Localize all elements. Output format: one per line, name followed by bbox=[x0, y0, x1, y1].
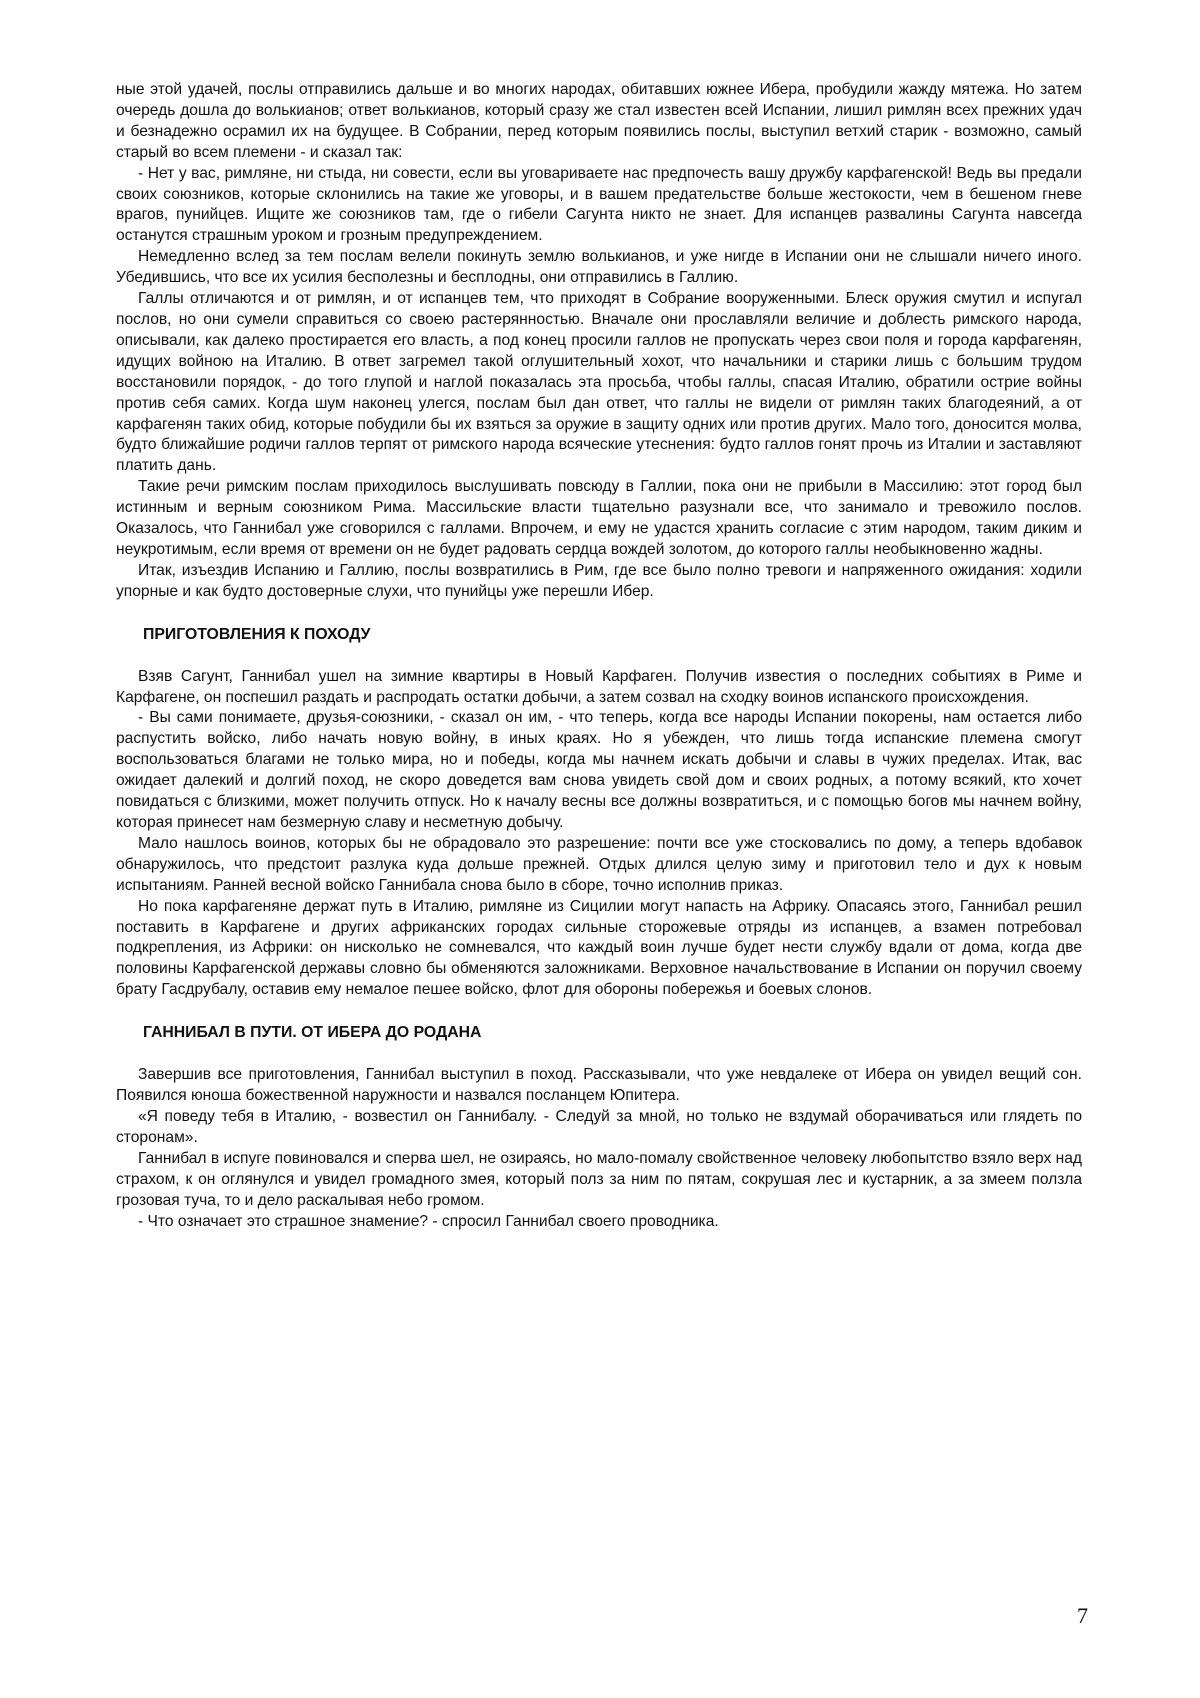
paragraph: Завершив все приготовления, Ганнибал выступил в поход. Рассказывали, что уже невдалеке от Ибера он увидел вещий сон. Появился юноша божественной наружности и назвался посланцем Юпитера. bbox=[116, 1066, 1082, 1105]
section-heading: ГАННИБАЛ В ПУТИ. ОТ ИБЕРА ДО РОДАНА bbox=[143, 1024, 482, 1042]
paragraph: Немедленно вслед за тем послам велели покинуть землю волькианов, и уже нигде в Испании они не слышали ничего иного. Убедившись, что все их усилия бесполезны и бесплодны, они отправились в Галлию. bbox=[116, 248, 1082, 287]
paragraph: - Нет у вас, римляне, ни стыда, ни совести, если вы уговариваете нас предпочесть вашу дружбу карфагенской! Ведь вы предали своих союзников, которые склонились на такие же уговоры, и в вашем предательстве больше жестокости, чем в бешеном гневе врагов, пунийцев. Ищите же союзников там, где о гибели Сагунта никто не знает. Для испанцев развалины Сагунта навсегда останутся страшным уроком и грозным предупреждением. bbox=[116, 164, 1082, 245]
paragraph: - Вы сами понимаете, друзья-союзники, - сказал он им, - что теперь, когда все народы Испании покорены, нам остается либо распустить войско, либо начать новую войну, в иных краях. Но я убежден, что лишь тогда испанские племена смогут воспользоваться благами не только мира, но и победы, когда мы начнем искать добычи и славы в чужих пределах. Итак, вас ожидает далекий и долгий поход, не скоро доведется вам снова увидеть свой дом и своих родных, а потому всякий, кто хочет повидаться с близкими, может получить отпуск. Но к началу весны все должны возвратиться, и с помощью богов мы начнем войну, которая принесет нам безмерную славу и несметную добычу. bbox=[116, 709, 1082, 831]
page-content bbox=[116, 80, 1082, 1232]
paragraph: «Я поведу тебя в Италию, - возвестил он Ганнибалу. - Следуй за мной, но только не вздумай оборачиваться или глядеть по сторонам». bbox=[116, 1107, 1082, 1146]
paragraph: Мало нашлось воинов, которых бы не обрадовало это разрешение: почти все уже стосковались по дому, а теперь вдобавок обнаружилось, что предстоит разлука куда дольше прежней. Отдых длился целую зиму и приготовил тело и дух к новым испытаниям. Ранней весной войско Ганнибала снова было в сборе, точно исполнив приказ. bbox=[116, 834, 1082, 894]
paragraph: - Что означает это страшное знамение? - спросил Ганнибал своего проводника. bbox=[138, 1212, 719, 1230]
paragraph: Но пока карфагеняне держат путь в Италию, римляне из Сицилии могут напасть на Африку. Опасаясь этого, Ганнибал решил поставить в Карфагене и других африканских городах сильные сторожевые отряды из испанцев, а взамен потребовал подкрепления, из Африки: он нисколько не сомневался, что каждый воин лучше будет нести службу вдали от дома, когда две половины Карфагенской державы словно бы обменяются заложниками. Верховное начальствование в Испании он поручил своему брату Гасдрубалу, оставив ему немалое пешее войско, флот для обороны побережья и боевых слонов. bbox=[116, 897, 1082, 999]
page-number: 7 bbox=[1077, 1603, 1088, 1628]
paragraph: Взяв Сагунт, Ганнибал ушел на зимние квартиры в Новый Карфаген. Получив известия о последних событиях в Риме и Карфагене, он поспешил раздать и распродать остатки добычи, а затем созвал на сходку воинов испанского происхождения. bbox=[116, 667, 1082, 706]
paragraph: Галлы отличаются и от римлян, и от испанцев тем, что приходят в Собрание вооруженными. Блеск оружия смутил и испугал послов, но они сумели справиться со своею растерянностью. Вначале они прославляли величие и доблесть римского народа, описывали, как далеко простирается его власть, а под конец просили галлов не пропускать через свои поля и города карфагенян, идущих войною на Италию. В ответ загремел такой оглушительный хохот, что начальники и старики лишь с большим трудом восстановили порядок, - до того глупой и наглой показалась эта просьба, чтобы галлы, спасая Италию, обратили острие войны против себя самих. Когда шум наконец улегся, послам был дан ответ, что галлы не видели от римлян таких благодеяний, а от карфагенян таких обид, которые побудили бы их взяться за оружие в защиту одних или против других. Мало того, доносится молва, будто ближайшие родичи галлов терпят от римского народа всяческие утеснения: будто галлов гонят прочь из Италии и заставляют платить дань. bbox=[116, 290, 1082, 475]
paragraph: Ганнибал в испуге повиновался и сперва шел, не озираясь, но мало-помалу свойственное человеку любопытство взяло верх над страхом, к он оглянулся и увидел громадного змея, который полз за ним по пятам, сокрушая лес и кустарник, а за змеем ползла грозовая туча, то и дело раскалывая небо громом. bbox=[116, 1149, 1082, 1209]
section-heading: ПРИГОТОВЛЕНИЯ К ПОХОДУ bbox=[143, 625, 371, 643]
paragraph: ные этой удачей, послы отправились дальше и во многих народах, обитавших южнее Ибера, пробудили жажду мятежа. Но затем очередь дошла до волькианов; ответ волькианов, который сразу же стал известен всей Испании, лишил римлян всех прежних удач и безнадежно осрамил их на будущее. В Собрании, перед которым появились послы, выступил ветхий старик - возможно, самый старый во всем племени - и сказал так: bbox=[116, 81, 1082, 161]
paragraph: Такие речи римским послам приходилось выслушивать повсюду в Галлии, пока они не прибыли в Массилию: этот город был истинным и верным союзником Рима. Массильские власти тщательно разузнали все, что занимало и тревожило послов. Оказалось, что Ганнибал уже сговорился с галлами. Впрочем, и ему не удастся хранить согласие с этим народом, таким диким и неукротимым, если время от времени он не будет радовать сердца вождей золотом, до которого галлы необыкновенно жадны. bbox=[116, 478, 1082, 558]
paragraph: Итак, изъездив Испанию и Галлию, послы возвратились в Рим, где все было полно тревоги и напряженного ожидания: ходили упорные и как будто достоверные слухи, что пунийцы уже перешли Ибер. bbox=[116, 561, 1082, 600]
